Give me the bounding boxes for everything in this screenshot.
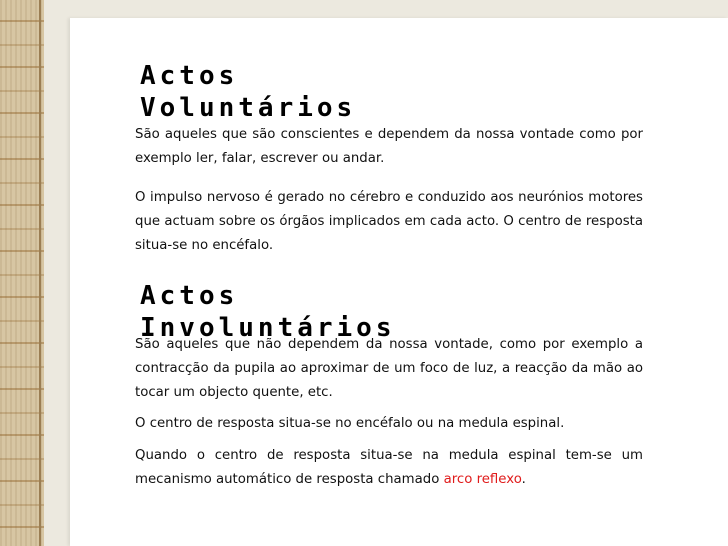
section2-paragraph-2: O centro de resposta situa-se no encéfalo ou na medula espinal. — [135, 416, 565, 431]
section1-title: Actos Voluntários — [140, 61, 357, 123]
section2-paragraph-3 — [135, 444, 643, 492]
decorative-border-strip — [0, 0, 44, 546]
section1-paragraph-1: São aqueles que são conscientes e dependem da nossa vontade como por exemplo ler, falar, escrever ou andar. — [135, 127, 643, 166]
section2-paragraph-1: São aqueles que não dependem da nossa vontade, como por exemplo a contracção da pupila ao aproximar de um foco de luz, a reacção da mão ao tocar um objecto quente, etc. — [135, 337, 643, 400]
section2-paragraph-3-end: . — [521, 472, 526, 487]
section1-paragraph-2: O impulso nervoso é gerado no cérebro e conduzido aos neurónios motores que actuam sobre os órgãos implicados em cada acto. O centro de resposta situa-se no encéfalo. — [135, 190, 643, 253]
arco-reflexo-term: arco reflexo — [443, 472, 522, 487]
section2-paragraph-3-text: Quando o centro de resposta situa-se na medula espinal tem-se um mecanismo automático de resposta chamado — [135, 448, 643, 487]
section2-title: Actos Involuntários — [140, 281, 396, 343]
